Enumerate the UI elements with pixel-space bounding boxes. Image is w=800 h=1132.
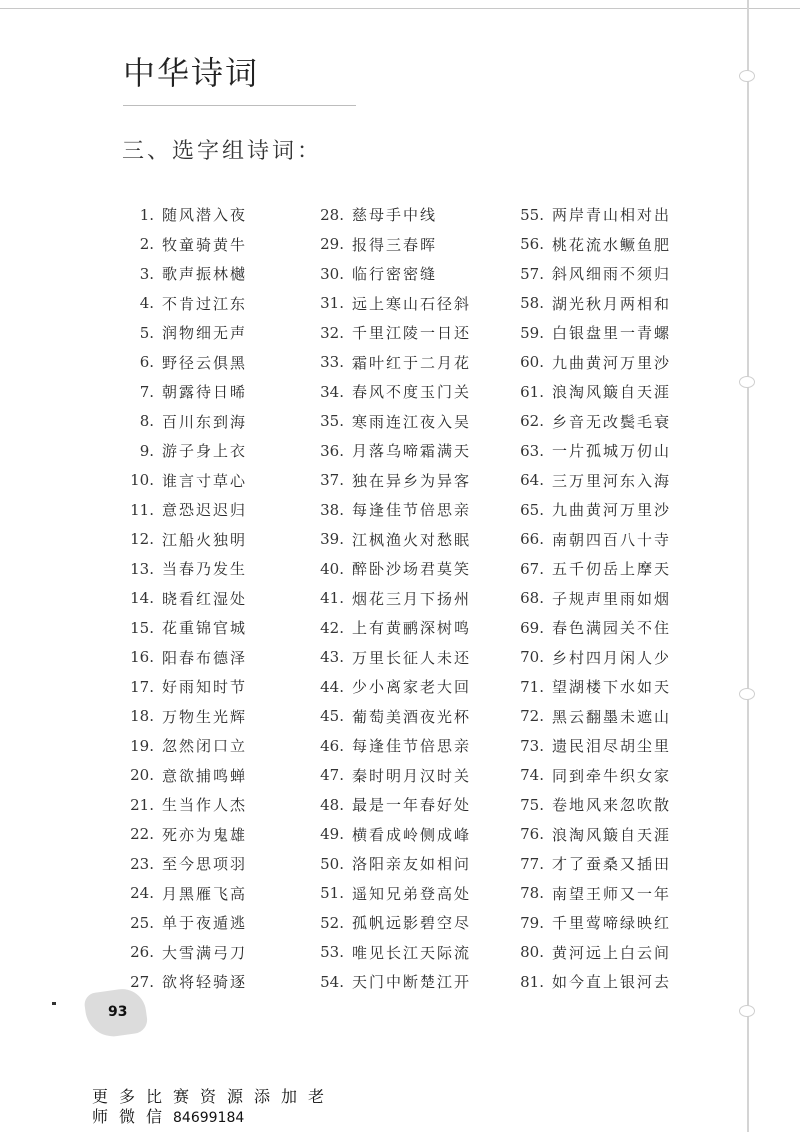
poem-number: 71. — [520, 677, 544, 696]
poem-number: 38. — [320, 500, 344, 519]
poem-item — [508, 495, 718, 525]
poem-line: 月落乌啼霜满天 — [352, 442, 472, 461]
poem-item — [508, 761, 718, 791]
footer-promo-line-1: 更多比赛资源添加老 — [92, 1087, 336, 1106]
poem-number: 20. — [130, 766, 154, 785]
poem-number: 75. — [520, 795, 544, 814]
poem-number: 11. — [130, 500, 154, 519]
poem-number: 25. — [130, 913, 154, 932]
poem-number: 73. — [520, 736, 544, 755]
poem-number: 61. — [520, 382, 544, 401]
poem-line: 桃花流水鳜鱼肥 — [552, 235, 672, 254]
poem-item — [308, 849, 508, 879]
poem-item — [308, 554, 508, 584]
poem-item — [118, 348, 308, 378]
top-rule — [0, 8, 800, 9]
poem-item — [118, 849, 308, 879]
poem-item — [308, 790, 508, 820]
poem-item — [508, 672, 718, 702]
poem-number: 55. — [520, 205, 544, 224]
poem-number: 77. — [520, 854, 544, 873]
poem-item — [308, 525, 508, 555]
poem-item — [118, 731, 308, 761]
poem-list — [118, 200, 718, 997]
poem-line: 同到牵牛织女家 — [552, 766, 672, 785]
poem-item — [508, 702, 718, 732]
poem-number: 26. — [130, 943, 154, 962]
poem-number: 21. — [130, 795, 154, 814]
poem-number: 42. — [320, 618, 344, 637]
poem-number: 65. — [520, 500, 544, 519]
poem-line: 每逢佳节倍思亲 — [352, 737, 472, 756]
page-number: 93 — [108, 1004, 128, 1020]
poem-number: 28. — [320, 205, 344, 224]
poem-line: 意欲捕鸣蝉 — [162, 766, 248, 785]
poem-item — [508, 525, 718, 555]
poem-item — [508, 584, 718, 614]
poem-line: 才了蚕桑又插田 — [552, 855, 672, 874]
poem-number: 7. — [139, 382, 154, 401]
poem-line: 独在异乡为异客 — [352, 471, 472, 490]
poem-line: 江枫渔火对愁眠 — [352, 530, 472, 549]
poem-item — [118, 200, 308, 230]
poem-item — [118, 879, 308, 909]
poem-item — [508, 436, 718, 466]
poem-line: 生当作人杰 — [162, 796, 248, 815]
poem-item — [508, 849, 718, 879]
poem-line: 百川东到海 — [162, 412, 248, 431]
poem-line: 寒雨连江夜入吴 — [352, 412, 472, 431]
title-rule — [123, 105, 356, 106]
poem-item — [308, 495, 508, 525]
poem-number: 32. — [320, 323, 344, 342]
poem-number: 52. — [320, 913, 344, 932]
poem-number: 24. — [130, 884, 154, 903]
poem-number: 17. — [130, 677, 154, 696]
poem-line: 三万里河东入海 — [552, 471, 672, 490]
poem-item — [308, 407, 508, 437]
poem-line: 醉卧沙场君莫笑 — [352, 560, 472, 579]
poem-item — [118, 318, 308, 348]
poem-line: 唯见长江天际流 — [352, 943, 472, 962]
poem-number: 40. — [320, 559, 344, 578]
poem-number: 10. — [130, 471, 154, 490]
poem-line: 每逢佳节倍思亲 — [352, 501, 472, 520]
poem-item — [508, 613, 718, 643]
poem-line: 遗民泪尽胡尘里 — [552, 737, 672, 756]
poem-number: 15. — [130, 618, 154, 637]
footer-wechat-id: 84699184 — [173, 1110, 245, 1126]
poem-line: 忽然闭口立 — [162, 737, 248, 756]
poem-number: 46. — [320, 736, 344, 755]
poem-line: 乡音无改鬓毛衰 — [552, 412, 672, 431]
poem-number: 62. — [520, 412, 544, 431]
poem-number: 60. — [520, 353, 544, 372]
poem-item — [508, 820, 718, 850]
poem-line: 阳春布德泽 — [162, 648, 248, 667]
poem-number: 50. — [320, 854, 344, 873]
poem-number: 22. — [130, 825, 154, 844]
poem-line: 润物细无声 — [162, 324, 248, 343]
poem-number: 44. — [320, 677, 344, 696]
poem-line: 报得三春晖 — [352, 235, 438, 254]
poem-line: 随风潜入夜 — [162, 206, 248, 225]
poem-number: 72. — [520, 707, 544, 726]
poem-line: 洛阳亲友如相问 — [352, 855, 472, 874]
poem-number: 6. — [139, 353, 154, 372]
poem-item — [308, 731, 508, 761]
poem-item — [308, 879, 508, 909]
poem-line: 单于夜遁逃 — [162, 914, 248, 933]
poem-line: 不肯过江东 — [162, 294, 248, 313]
poem-line: 五千仞岳上摩天 — [552, 560, 672, 579]
poem-line: 天门中断楚江开 — [352, 973, 472, 992]
poem-line: 南朝四百八十寺 — [552, 530, 672, 549]
poem-line: 九曲黄河万里沙 — [552, 501, 672, 520]
poem-item — [308, 938, 508, 968]
poem-item — [118, 613, 308, 643]
poem-line: 死亦为鬼雄 — [162, 825, 248, 844]
poem-line: 葡萄美酒夜光杯 — [352, 707, 472, 726]
poem-line: 远上寒山石径斜 — [352, 294, 472, 313]
poem-line: 如今直上银河去 — [552, 973, 672, 992]
poem-line: 谁言寸草心 — [162, 471, 248, 490]
poem-item — [308, 613, 508, 643]
poem-number: 54. — [320, 972, 344, 991]
poem-number: 13. — [130, 559, 154, 578]
poem-item — [308, 672, 508, 702]
poem-line: 少小离家老大回 — [352, 678, 472, 697]
poem-line: 子规声里雨如烟 — [552, 589, 672, 608]
poem-line: 当春乃发生 — [162, 560, 248, 579]
poem-line: 好雨知时节 — [162, 678, 248, 697]
poem-line: 黑云翻墨未遮山 — [552, 707, 672, 726]
poem-item — [118, 761, 308, 791]
poem-line: 千里江陵一日还 — [352, 324, 472, 343]
poem-number: 2. — [139, 235, 154, 254]
poem-item — [508, 407, 718, 437]
poem-line: 慈母手中线 — [352, 206, 438, 225]
poem-item — [508, 731, 718, 761]
poem-number: 80. — [520, 943, 544, 962]
footer-promo-line-2 — [92, 1104, 244, 1127]
poem-item — [308, 318, 508, 348]
poem-line: 白银盘里一青螺 — [552, 324, 672, 343]
poem-number: 31. — [320, 294, 344, 313]
poem-line: 斜风细雨不须归 — [552, 265, 672, 284]
poem-line: 上有黄鹂深树鸣 — [352, 619, 472, 638]
poem-number: 66. — [520, 530, 544, 549]
poem-line: 望湖楼下水如天 — [552, 678, 672, 697]
poem-item — [308, 908, 508, 938]
poem-item — [508, 230, 718, 260]
book-title: 中华诗词 — [123, 54, 260, 92]
poem-number: 76. — [520, 825, 544, 844]
poem-number: 27. — [130, 972, 154, 991]
poem-line: 歌声振林樾 — [162, 265, 248, 284]
poem-item — [508, 938, 718, 968]
poem-number: 23. — [130, 854, 154, 873]
binding-hole — [739, 376, 755, 388]
poem-line: 横看成岭侧成峰 — [352, 825, 472, 844]
poem-item — [118, 938, 308, 968]
binding-line — [747, 0, 749, 1132]
poem-number: 51. — [320, 884, 344, 903]
poem-item — [118, 967, 308, 997]
poem-number: 43. — [320, 648, 344, 667]
poem-item — [118, 525, 308, 555]
section-heading: 三、选字组诗词： — [122, 139, 323, 164]
poem-number: 1. — [139, 205, 154, 224]
poem-item — [118, 377, 308, 407]
poem-number: 67. — [520, 559, 544, 578]
poem-item — [508, 259, 718, 289]
poem-item — [508, 908, 718, 938]
poem-line: 欲将轻骑逐 — [162, 973, 248, 992]
poem-item — [308, 584, 508, 614]
poem-item — [118, 702, 308, 732]
poem-line: 浪淘风簸自天涯 — [552, 383, 672, 402]
dot-mark — [52, 1002, 56, 1005]
poem-line: 烟花三月下扬州 — [352, 589, 472, 608]
poem-number: 74. — [520, 766, 544, 785]
poem-line: 霜叶红于二月花 — [352, 353, 472, 372]
poem-number: 35. — [320, 412, 344, 431]
poem-line: 意恐迟迟归 — [162, 501, 248, 520]
poem-number: 30. — [320, 264, 344, 283]
poem-number: 14. — [130, 589, 154, 608]
poem-line: 大雪满弓刀 — [162, 943, 248, 962]
poem-item — [508, 554, 718, 584]
poem-item — [508, 879, 718, 909]
poem-line: 千里莺啼绿映红 — [552, 914, 672, 933]
poem-item — [118, 672, 308, 702]
footer-promo-text: 师微信 — [92, 1107, 174, 1126]
poem-number: 59. — [520, 323, 544, 342]
poem-item — [308, 643, 508, 673]
poem-line: 晓看红湿处 — [162, 589, 248, 608]
poem-line: 江船火独明 — [162, 530, 248, 549]
poem-line: 浪淘风簸自天涯 — [552, 825, 672, 844]
poem-item — [308, 377, 508, 407]
binding-hole — [739, 688, 755, 700]
poem-number: 37. — [320, 471, 344, 490]
poem-item — [508, 200, 718, 230]
poem-line: 野径云俱黑 — [162, 353, 248, 372]
poem-item — [118, 259, 308, 289]
poem-line: 万物生光辉 — [162, 707, 248, 726]
poem-number: 79. — [520, 913, 544, 932]
poem-number: 3. — [139, 264, 154, 283]
poem-number: 4. — [139, 294, 154, 313]
poem-line: 孤帆远影碧空尽 — [352, 914, 472, 933]
poem-number: 29. — [320, 235, 344, 254]
poem-number: 19. — [130, 736, 154, 755]
poem-number: 63. — [520, 441, 544, 460]
poem-item — [508, 790, 718, 820]
poem-item — [118, 908, 308, 938]
poem-line: 最是一年春好处 — [352, 796, 472, 815]
poem-number: 70. — [520, 648, 544, 667]
poem-number: 78. — [520, 884, 544, 903]
poem-item — [308, 259, 508, 289]
poem-line: 月黑雁飞高 — [162, 884, 248, 903]
poem-item — [118, 584, 308, 614]
poem-item — [508, 466, 718, 496]
poem-item — [308, 702, 508, 732]
poem-item — [118, 790, 308, 820]
poem-number: 33. — [320, 353, 344, 372]
poem-item — [118, 289, 308, 319]
poem-line: 一片孤城万仞山 — [552, 442, 672, 461]
poem-item — [308, 466, 508, 496]
poem-number: 45. — [320, 707, 344, 726]
poem-number: 58. — [520, 294, 544, 313]
poem-line: 遥知兄弟登高处 — [352, 884, 472, 903]
poem-item — [508, 348, 718, 378]
poem-item — [118, 495, 308, 525]
poem-line: 乡村四月闲人少 — [552, 648, 672, 667]
poem-item — [508, 377, 718, 407]
poem-line: 春风不度玉门关 — [352, 383, 472, 402]
poem-item — [118, 820, 308, 850]
poem-number: 47. — [320, 766, 344, 785]
poem-number: 64. — [520, 471, 544, 490]
poem-number: 53. — [320, 943, 344, 962]
poem-item — [118, 436, 308, 466]
poem-item — [508, 318, 718, 348]
poem-number: 49. — [320, 825, 344, 844]
poem-item — [508, 967, 718, 997]
poem-item — [118, 466, 308, 496]
binding-hole — [739, 70, 755, 82]
poem-line: 黄河远上白云间 — [552, 943, 672, 962]
poem-number: 57. — [520, 264, 544, 283]
poem-line: 朝露待日晞 — [162, 383, 248, 402]
poem-line: 临行密密缝 — [352, 265, 438, 284]
poem-number: 36. — [320, 441, 344, 460]
poem-line: 花重锦官城 — [162, 619, 248, 638]
poem-number: 16. — [130, 648, 154, 667]
poem-line: 游子身上衣 — [162, 442, 248, 461]
binding-hole — [739, 1005, 755, 1017]
poem-item — [508, 643, 718, 673]
poem-line: 卷地风来忽吹散 — [552, 796, 672, 815]
poem-number: 34. — [320, 382, 344, 401]
poem-line: 湖光秋月两相和 — [552, 294, 672, 313]
poem-item — [308, 761, 508, 791]
poem-line: 九曲黄河万里沙 — [552, 353, 672, 372]
poem-item — [118, 643, 308, 673]
poem-line: 牧童骑黄牛 — [162, 235, 248, 254]
poem-item — [308, 289, 508, 319]
poem-number: 18. — [130, 707, 154, 726]
poem-item — [118, 230, 308, 260]
poem-line: 南望王师又一年 — [552, 884, 672, 903]
poem-item — [308, 200, 508, 230]
poem-line: 两岸青山相对出 — [552, 206, 672, 225]
poem-number: 56. — [520, 235, 544, 254]
poem-line: 春色满园关不住 — [552, 619, 672, 638]
poem-line: 至今思项羽 — [162, 855, 248, 874]
poem-number: 68. — [520, 589, 544, 608]
poem-number: 12. — [130, 530, 154, 549]
poem-item — [308, 967, 508, 997]
poem-number: 48. — [320, 795, 344, 814]
poem-line: 秦时明月汉时关 — [352, 766, 472, 785]
poem-number: 41. — [320, 589, 344, 608]
poem-number: 39. — [320, 530, 344, 549]
poem-item — [118, 554, 308, 584]
poem-number: 69. — [520, 618, 544, 637]
poem-number: 9. — [139, 441, 154, 460]
poem-item — [308, 348, 508, 378]
poem-number: 81. — [520, 972, 544, 991]
poem-line: 万里长征人未还 — [352, 648, 472, 667]
poem-item — [308, 230, 508, 260]
poem-number: 8. — [139, 412, 154, 431]
poem-item — [508, 289, 718, 319]
poem-number: 5. — [139, 323, 154, 342]
poem-item — [118, 407, 308, 437]
poem-item — [308, 436, 508, 466]
poem-item — [308, 820, 508, 850]
